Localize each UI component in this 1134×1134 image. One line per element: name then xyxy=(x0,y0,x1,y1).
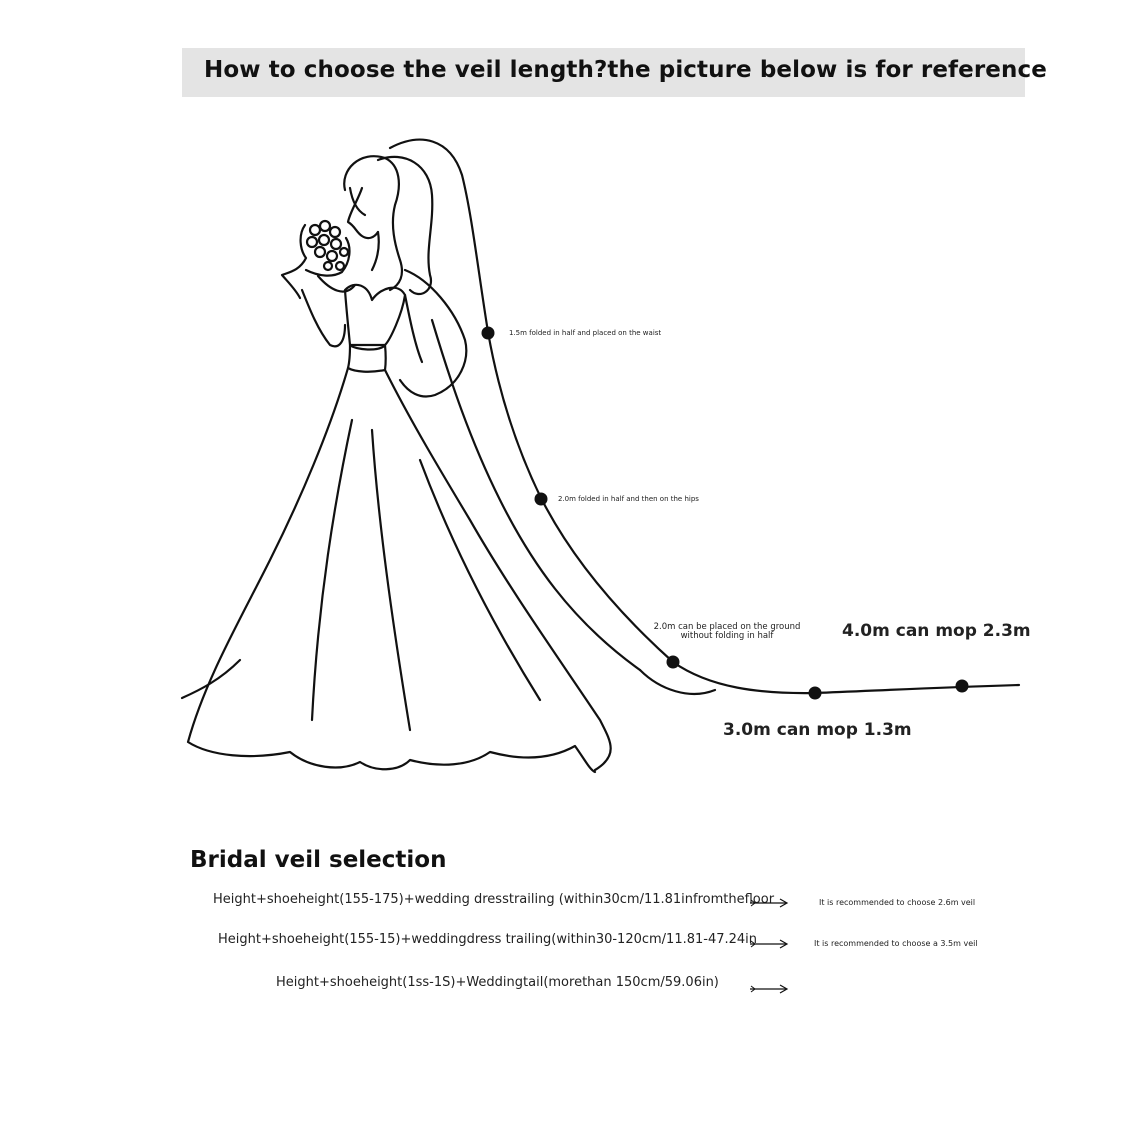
selection-row-2: Height+shoeheight(155-15)+weddingdress trailing(within30-120cm/11.81-47.24in xyxy=(218,932,758,947)
skirt xyxy=(188,368,595,772)
arrow-icon xyxy=(748,898,790,908)
label-2-0m-ground-line1: 2.0m can be placed on the ground xyxy=(653,622,801,632)
page-title: How to choose the veil length?the picture below is for reference xyxy=(204,57,1047,83)
veil-point-2-0m-ground xyxy=(667,656,680,669)
veil-point-3-0m xyxy=(809,687,822,700)
recommendation-2: It is recommended to choose a 3.5m veil xyxy=(814,939,978,948)
selection-row-3: Height+shoeheight(1ss-1S)+Weddingtail(morethan 150cm/59.06in) xyxy=(276,975,719,990)
label-1-5m: 1.5m folded in half and placed on the waist xyxy=(509,329,662,337)
bouquet xyxy=(282,221,349,298)
veil-point-1-5m xyxy=(482,327,495,340)
veil-outline xyxy=(390,140,1019,693)
selection-title: Bridal veil selection xyxy=(190,847,447,873)
arrow-icon xyxy=(748,984,790,994)
label-2-0m-hips: 2.0m folded in half and then on the hips xyxy=(558,495,699,503)
left-arm xyxy=(302,290,345,346)
label-3-0m: 3.0m can mop 1.3m xyxy=(723,720,912,740)
veil-point-2-0m-hips xyxy=(535,493,548,506)
label-2-0m-ground-line2: without folding in half xyxy=(680,631,774,641)
label-4-0m: 4.0m can mop 2.3m xyxy=(842,621,1031,641)
recommendation-1: It is recommended to choose 2.6m veil xyxy=(819,898,976,907)
bodice xyxy=(345,285,405,345)
label-2-0m-ground xyxy=(652,623,802,641)
veil-point-4-0m xyxy=(956,680,969,693)
arrow-icon xyxy=(748,939,790,949)
selection-row-1: Height+shoeheight(155-175)+wedding dresstrailing (within30cm/11.81infromthefloor xyxy=(213,892,775,907)
